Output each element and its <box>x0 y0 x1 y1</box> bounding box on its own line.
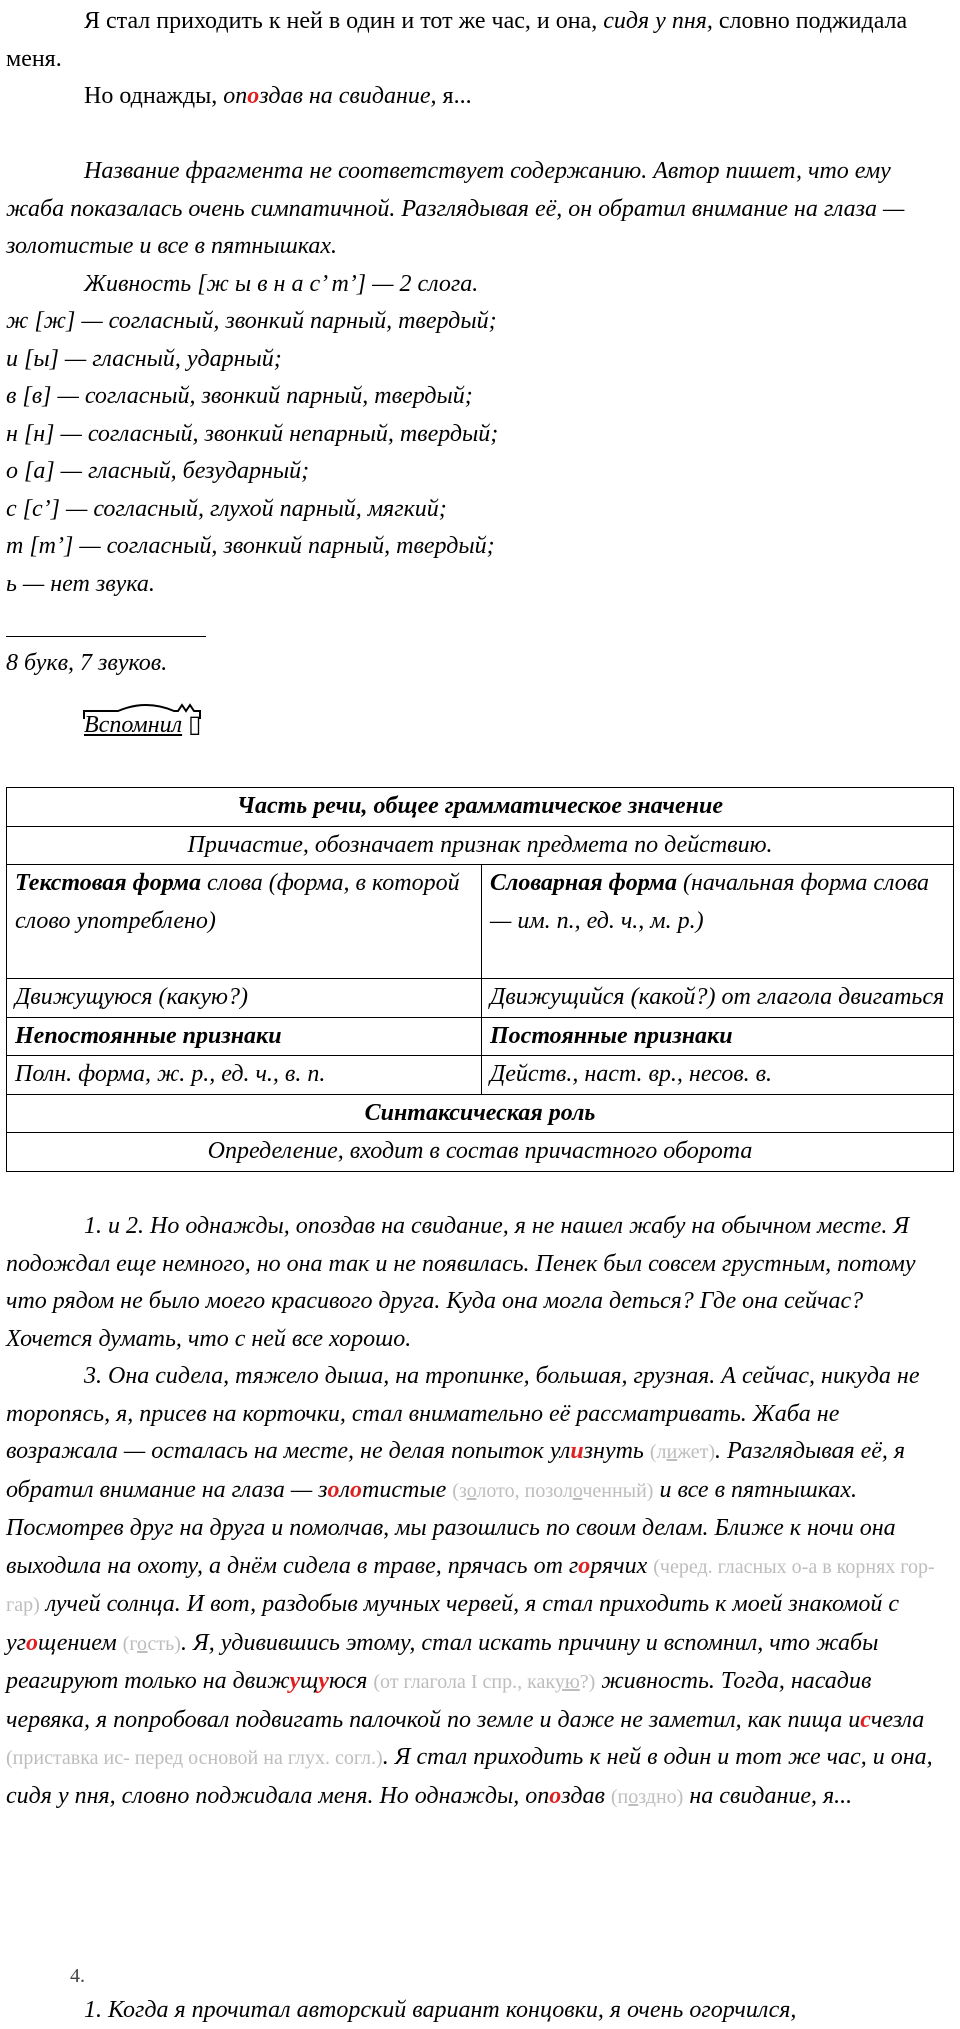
intro-section <box>6 3 954 116</box>
letter-sound-count: 8 букв, 7 звуков. <box>6 645 954 683</box>
phonetic-list <box>6 303 954 603</box>
intro2-text: Но однажды, <box>84 83 223 109</box>
morphology-table <box>6 787 954 1172</box>
phonetic-line: ж [ж] — согласный, звонкий парный, твердый; <box>6 303 954 341</box>
nonconst-header: Непостоянные признаки <box>7 1017 482 1056</box>
const-header: Постоянные признаки <box>482 1017 954 1056</box>
intro-italic: сидя у пня, <box>603 8 713 34</box>
root-arc-icon <box>82 703 207 721</box>
task-3: 3. Она сидела, тяжело дыша, на тропинке, большая, грузная. А сейчас, никуда не торопясь, я, присев на корточки, стал внимательно её рассматривать. Жаба не возражала — осталась на месте, не делая попыток улизнуть (лижет). Разглядывая её, я обратил внимание на глаза — золотистые (золото, позолоченный) и все в пятнышках. Посмотрев друг на друга и помолчав, мы разошлись по своим делам. Ближе к ночи она выходила на охоту, а днём сидела в траве, прячась от горячих (черед. гласных о-а в корнях гор-гар) лучей солнца. И вот, раздобыв мучных червей, я стал приходить к моей знакомой с угощением (гость). Я, удивившись этому, стал искать причину и вспомнил, что жабы реагируют только на движущуюся (от глагола I спр., какую?) живность. Тогда, насадив червяка, я попробовал подвигать палочкой по земле и даже не заметил, как пища исчезла (приставка ис- перед основой на глух. согл.). Я стал приходить к ней в один и тот же час, и она, сидя у пня, словно поджидала меня. Но однажды, опоздав (поздно) на свидание, я... <box>6 1358 954 1816</box>
morpheme-word: Вспомнил <box>84 707 182 745</box>
table-header-pos: Часть речи, общее грамматическое значение <box>7 788 954 827</box>
analysis-section <box>6 153 954 603</box>
phonetic-line: ь — нет звука. <box>6 566 954 604</box>
phonetic-line: т [т’] — согласный, звонкий парный, твердый; <box>6 528 954 566</box>
text-form-header: Текстовая форма слова (форма, в которой слово употреблено) <box>7 865 482 979</box>
phonetic-line: и [ы] — гласный, ударный; <box>6 341 954 379</box>
intro-paragraph-2 <box>6 78 954 116</box>
syntax-value: Определение, входит в состав причастного оборота <box>7 1133 954 1172</box>
phonetic-line: н [н] — согласный, звонкий непарный, твердый; <box>6 416 954 454</box>
intro-text: Я стал приходить к ней в один и тот же час, и она, <box>84 8 603 34</box>
ending-box-icon: ▯ <box>188 712 201 738</box>
const-value: Действ., наст. вр., несов. в. <box>482 1056 954 1095</box>
dict-form-header: Словарная форма (начальная форма слова — им. п., ед. ч., м. р.) <box>482 865 954 979</box>
sound-count <box>6 645 954 683</box>
task-4-section <box>6 1958 954 2029</box>
nonconst-value: Полн. форма, ж. р., ед. ч., в. п. <box>7 1056 482 1095</box>
task-1-2: 1. и 2. Но однажды, опоздав на свидание, я не нашел жабу на обычном месте. Я подождал еще немного, но она так и не появилась. Пенек был совсем грустным, потому что рядом не было моего красивого друга. Куда она могла деться? Где она сейчас? Хочется думать, что с ней все хорошо. <box>6 1208 954 1358</box>
intro-text-end: словно поджидала меня. <box>6 8 907 72</box>
intro2-italic: опоздав на свидание, <box>223 83 436 109</box>
morph-table-wrap <box>6 787 954 1172</box>
analysis-paragraph: Название фрагмента не соответствует содержанию. Автор пишет, что ему жаба показалась очень симпатичной. Разглядывая её, он обратил внимание на глаза — золотистые и все в пятнышках. <box>6 153 954 266</box>
task-4-line: 1. Когда я прочитал авторский вариант концовки, я очень огорчился, <box>6 1992 954 2029</box>
table-pos-value: Причастие, обозначает признак предмета по действию. <box>7 826 954 865</box>
task-4-number: 4. <box>6 1958 954 1996</box>
text-form-value: Движущуюся (какую?) <box>7 979 482 1018</box>
separator-line <box>6 636 206 637</box>
dict-form-value: Движущийся (какой?) от глагола двигаться <box>482 979 954 1018</box>
phonetic-heading: Живность [ж ы в н а с’ т’] — 2 слога. <box>6 266 954 304</box>
phonetic-line: о [а] — гласный, безударный; <box>6 453 954 491</box>
intro-paragraph <box>6 3 954 78</box>
phonetic-line: с [с’] — согласный, глухой парный, мягкий; <box>6 491 954 529</box>
table-header-syntax: Синтаксическая роль <box>7 1094 954 1133</box>
highlight-letter: о <box>247 83 259 109</box>
phonetic-line: в [в] — согласный, звонкий парный, твердый; <box>6 378 954 416</box>
intro2-end: я... <box>437 83 472 109</box>
tasks-section <box>6 1208 954 1816</box>
morpheme-analysis <box>6 707 954 745</box>
